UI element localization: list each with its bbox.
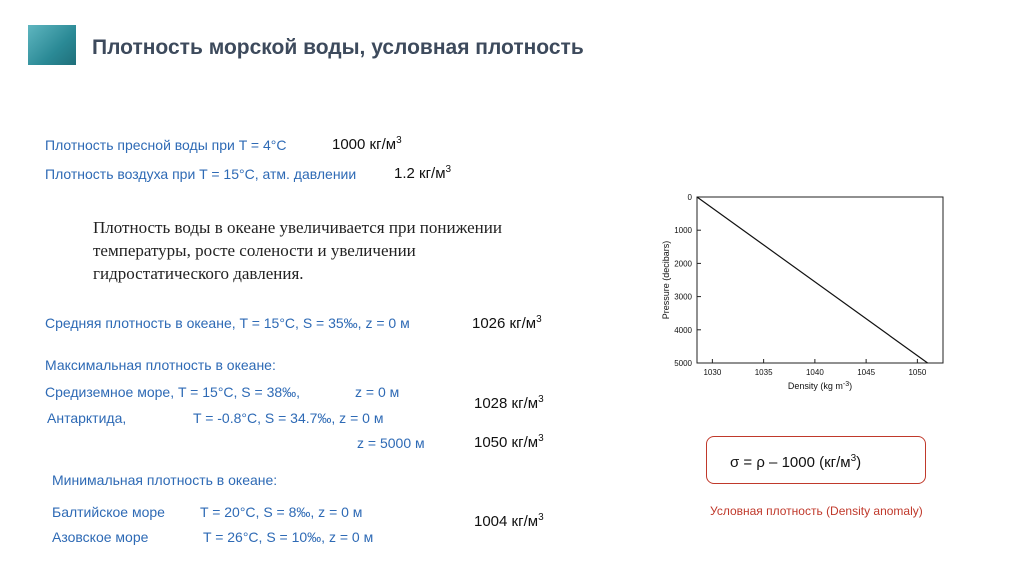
density-paragraph-line-2: температуры, росте солености и увеличении	[93, 241, 416, 260]
x-axis-label: Density (kg $m^{-3}$)	[787, 381, 853, 391]
baltic-label: Балтийское море	[52, 504, 165, 520]
x-tick-label: 1030	[703, 368, 722, 377]
max-density-header: Максимальная плотность в океане:	[45, 357, 276, 373]
density-profile-line	[697, 197, 928, 363]
avg-density-label: Средняя плотность в океане, T = 15°C, S = 35‰, z = 0 м	[45, 315, 410, 331]
density-anomaly-formula: σ = ρ – 1000 $(кг/м^3)$	[730, 453, 862, 471]
density-pressure-chart	[655, 185, 955, 400]
y-tick-label: 4000	[674, 325, 692, 335]
mediterranean-label: Средиземное море, T = 15°C, S = 38‰,	[45, 384, 301, 400]
antarctica-label: Антарктида,	[47, 410, 127, 426]
deep-depth-label: z = 5000 м	[357, 435, 425, 451]
y-tick-label: 3000	[674, 292, 692, 302]
air-density-value: 1.2 $кг/м^3$	[394, 164, 452, 182]
azov-params: T = 26°C, S = 10‰, z = 0 м	[203, 529, 374, 545]
plot-frame	[697, 197, 943, 363]
mediterranean-depth: z = 0 м	[355, 384, 400, 400]
max-density-value-1: 1028 $кг/м^3$	[474, 394, 544, 412]
density-paragraph-line-3: гидростатического давления.	[93, 264, 304, 283]
azov-label: Азовское море	[52, 529, 149, 545]
density-anomaly-caption: Условная плотность (Density anomaly)	[710, 504, 923, 518]
antarctica-params: T = -0.8°C, S = 34.7‰, z = 0 м	[193, 410, 384, 426]
avg-density-value: 1026 $кг/м^3$	[472, 314, 542, 332]
air-density-label: Плотность воздуха при T = 15°C, атм. давлении	[45, 166, 357, 182]
fresh-water-label: Плотность пресной воды при T = 4°C	[45, 137, 287, 153]
y-tick-label: 0	[687, 193, 692, 202]
y-tick-label: 1000	[674, 226, 692, 236]
x-tick-label: 1045	[857, 368, 876, 377]
baltic-params: T = 20°C, S = 8‰, z = 0 м	[200, 504, 363, 520]
min-density-header: Минимальная плотность в океане:	[52, 472, 278, 488]
y-axis-label: Pressure (decibars)	[661, 240, 671, 320]
y-tick-label: 2000	[674, 259, 692, 269]
x-axis-ticks	[703, 359, 926, 377]
series-group	[697, 197, 928, 363]
y-tick-label: 5000	[674, 359, 692, 368]
min-density-value: 1004 $кг/м^3$	[474, 512, 544, 530]
fresh-water-value: 1000 $кг/м^3$	[332, 135, 402, 153]
x-tick-label: 1040	[805, 368, 824, 377]
x-tick-label: 1050	[908, 368, 927, 377]
x-tick-label: 1035	[754, 368, 773, 377]
max-density-value-2: 1050 $кг/м^3$	[474, 433, 544, 451]
density-paragraph-line-1: Плотность воды в океане увеличивается при понижении	[93, 218, 502, 237]
page-title: Плотность морской воды, условная плотность	[92, 36, 584, 59]
title-accent-block	[28, 25, 76, 65]
